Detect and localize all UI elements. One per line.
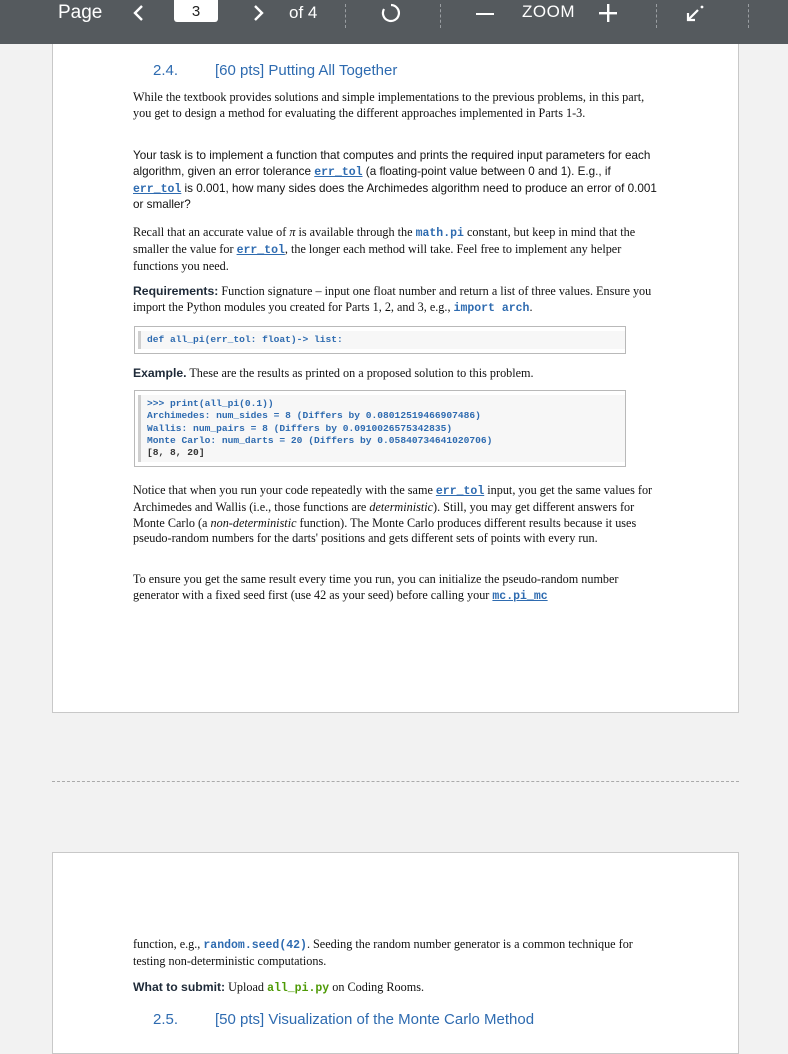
section-number: 2.4. [153,62,179,79]
reset-zoom-button[interactable] [378,2,404,24]
example-code: >>> print(all_pi(0.1)) Archimedes: num_sides = 8 (Differs by 0.08012519466907486) Wallis: num_pairs = 8 (Differs by 0.0910026575342835) Monte Carlo: num_darts = 20 (Differs by 0.05840734641020706) [8, 8, 20] [138,395,625,462]
previous-page-button[interactable] [128,3,148,23]
paragraph-intro: While the textbook provides solutions and simple implementations to the previous problems, in this part, you get to design a method for evaluating the different approaches implemented in Parts 1-3. [133,90,645,120]
fullscreen-button[interactable] [682,3,708,25]
paragraph-seed-continued: function, e.g., random.seed(42). Seeding the random number generator is a common technique for testing non-deterministic computations. [133,937,633,968]
inline-code: err_tol [435,485,485,498]
reset-circle-icon [380,2,402,24]
submit-label: What to submit: [133,980,226,994]
toolbar-divider [440,4,441,28]
paragraph-submit: What to submit: Upload all_pi.py on Coding Rooms. [133,980,424,995]
section-title: [50 pts] Visualization of the Monte Carlo Method [215,1011,535,1028]
inline-code: err_tol [236,243,285,257]
toolbar-divider [656,4,657,28]
inline-code: random.seed(42) [203,939,307,952]
paragraph-deterministic: Notice that when you run your code repeatedly with the same err_tol input, you get the same values for Archimedes and Wallis (i.e., those functions are deterministic). Still, you may get different answers for Monte Carlo (a non-deterministic function). The Monte Carlo produces different results because it uses pseudo-random numbers for the darts' positions and gets different sets of points with every run. [133,483,653,546]
paragraph-requirements: Requirements: Function signature – input one float number and return a list of three values. Ensure you import the Python modules you created for Parts 1, 2, and 3, e.g., import arch. [133,284,652,315]
pdf-toolbar [0,0,788,44]
plus-icon [598,3,618,23]
inline-code: math.pi [415,227,464,240]
page-total: of 4 [289,3,318,22]
paragraph-seed: To ensure you get the same result every time you run, you can initialize the pseudo-random number generator with a fixed seed first (use 42 as your seed) before calling your mc.pi_mc [133,572,619,603]
paragraph-task: Your task is to implement a function that computes and prints the required input parameters for each algorithm, given an error tolerance err_tol (a floating-point value between 0 and 1). E.g., if err_tol is 0.001, how many sides does the Archimedes algorithm need to produce an error of 0.001 or smaller? [133,149,657,212]
chevron-left-icon [132,4,144,22]
inline-code: all_pi.py [267,982,330,995]
inline-code: err_tol [314,165,363,179]
zoom-label: ZOOM [522,2,575,21]
page-label: Page [58,2,103,23]
page-number-input[interactable]: 3 [174,0,218,22]
chevron-right-icon [253,4,265,22]
inline-code: import arch [453,301,530,315]
minus-icon [476,12,494,16]
signature-code-block [134,326,626,354]
example-code-block [134,390,626,467]
expand-arrow-icon [684,4,706,24]
zoom-in-button[interactable] [596,2,620,24]
paragraph-example: Example. These are the results as printed on a proposed solution to this problem. [133,366,534,380]
paragraph-recall: Recall that an accurate value of π is available through the math.pi constant, but keep in mind that the smaller the value for err_tol, the longer each method will take. Feel free to implement any helper functions you need. [133,225,636,273]
example-label: Example. [133,366,187,380]
section-number: 2.5. [153,1011,179,1028]
inline-code: err_tol [133,182,182,196]
requirements-label: Requirements: [133,284,219,298]
page-break-line [52,781,739,782]
document-page-3 [52,44,739,713]
toolbar-divider [748,4,749,28]
inline-code: mc.pi_mc [492,589,548,603]
pi-symbol: π [289,225,296,239]
next-page-button[interactable] [250,3,268,23]
section-title: [60 pts] Putting All Together [215,62,398,79]
toolbar-divider [345,4,346,28]
signature-code: def all_pi(err_tol: float)-> list: [138,331,625,349]
zoom-out-button[interactable] [474,4,496,24]
